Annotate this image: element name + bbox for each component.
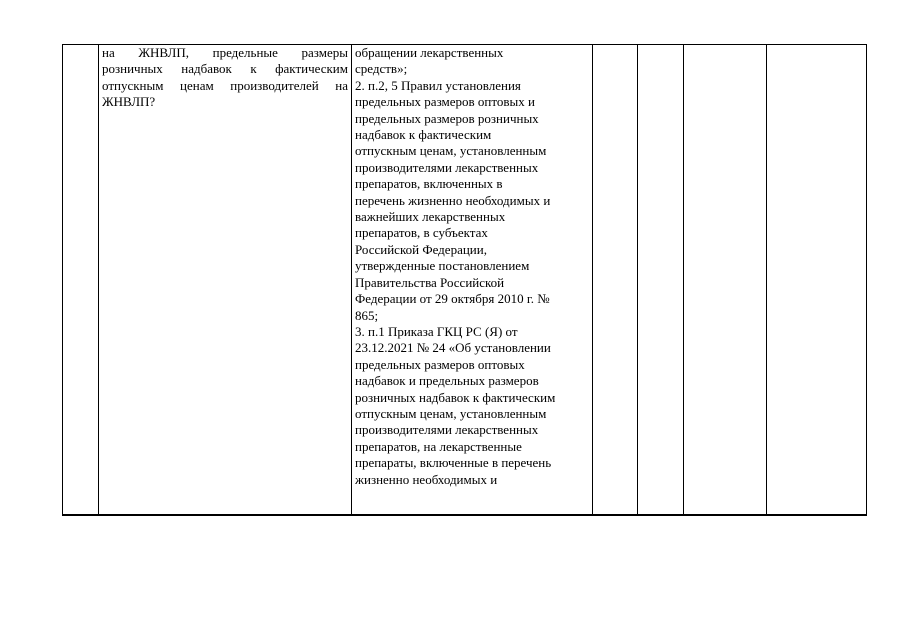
checklist-table <box>62 44 867 516</box>
basis-line: препаратов, включенных в <box>355 176 503 192</box>
basis-line: предельных размеров оптовых и <box>355 94 535 110</box>
basis-line: 3. п.1 Приказа ГКЦ РС (Я) от <box>355 323 518 339</box>
basis-line: Российской Федерации, <box>355 241 487 257</box>
cell-question <box>99 45 352 516</box>
basis-line: производителями лекарственных <box>355 422 539 438</box>
cell-number <box>63 45 99 516</box>
basis-line: утвержденные постановлением <box>355 258 530 274</box>
cell-answer-not-applicable <box>684 45 767 516</box>
basis-line: производителями лекарственных <box>355 159 539 175</box>
basis-line: Правительства Российской <box>355 274 505 290</box>
basis-line: препараты, включенные в перечень <box>355 455 552 471</box>
basis-line: надбавок к фактическим <box>355 127 492 143</box>
question-line: ЖНВЛП? <box>102 94 156 110</box>
question-line: отпускным ценам производителей на <box>102 77 348 93</box>
basis-line: розничных надбавок к фактическим <box>355 389 556 405</box>
table-row <box>63 45 867 516</box>
question-line: розничных надбавок к фактическим <box>102 61 348 77</box>
basis-line: Федерации от 29 октября 2010 г. № <box>355 291 550 307</box>
basis-line: 23.12.2021 № 24 «Об установлении <box>355 340 551 356</box>
basis-line: отпускным ценам, установленным <box>355 405 547 421</box>
basis-line: предельных размеров розничных <box>355 110 539 126</box>
basis-line: 865; <box>355 307 379 323</box>
basis-line: предельных размеров оптовых <box>355 356 525 372</box>
basis-line: средств»; <box>355 61 408 77</box>
basis-line: обращении лекарственных <box>355 45 504 60</box>
basis-line: перечень жизненно необходимых и <box>355 192 551 208</box>
basis-line: 2. п.2, 5 Правил установления <box>355 77 521 93</box>
basis-line: препаратов, в субъектах <box>355 225 488 241</box>
basis-line: препаратов, на лекарственные <box>355 438 522 454</box>
basis-line: жизненно необходимых и <box>355 471 498 487</box>
cell-note <box>767 45 867 516</box>
question-line: на ЖНВЛП, предельные размеры <box>102 45 348 60</box>
cell-answer-no <box>638 45 684 516</box>
basis-line: важнейших лекарственных <box>355 209 506 225</box>
basis-line: отпускным ценам, установленным <box>355 143 547 159</box>
basis-line: надбавок и предельных размеров <box>355 373 539 389</box>
cell-answer-yes <box>593 45 638 516</box>
cell-legal-basis <box>352 45 593 516</box>
